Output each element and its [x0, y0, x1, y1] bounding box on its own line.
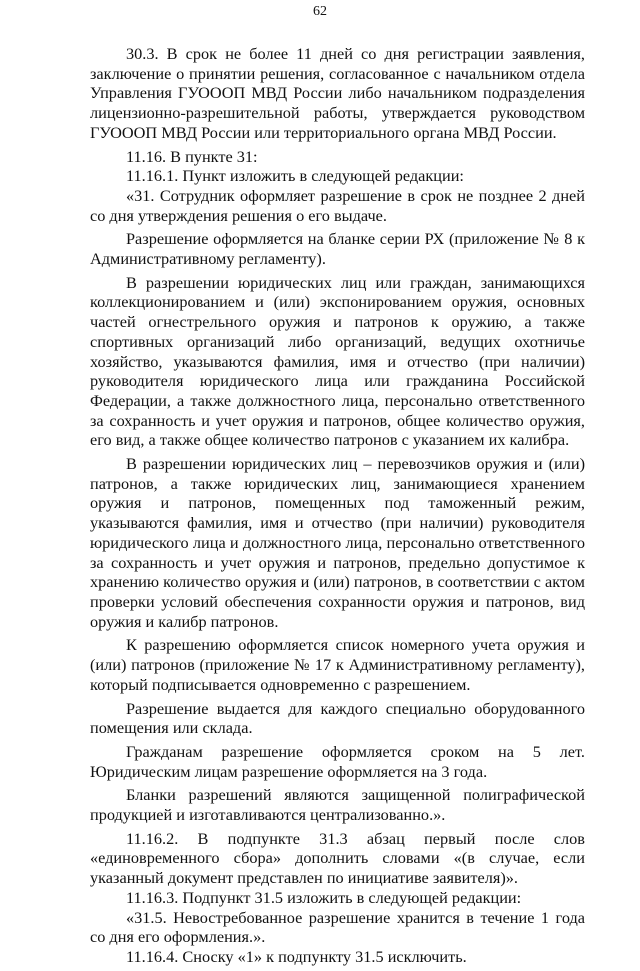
page-number: 62 [313, 4, 327, 19]
paragraph-validity: Гражданам разрешение оформляется сроком на 5 лет. Юридическим лицам разрешение оформляется на 3 года. [90, 741, 585, 781]
document-body [90, 44, 585, 971]
paragraph-blank-rx: Разрешение оформляется на бланке серии РХ (приложение № 8 к Административному регламенту). [90, 229, 585, 269]
paragraph-11-16-4: 11.16.4. Сноску «1» к подпункту 31.5 исключить. [126, 946, 467, 966]
paragraph-31: «31. Сотрудник оформляет разрешение в срок не позднее 2 дней со дня утверждения решения о его выдаче. [90, 185, 585, 225]
paragraph-weapon-list: К разрешению оформляется список номерного учета оружия и (или) патронов (приложение № 17 к Административному регламенту), который подписывается одновременно с разрешением. [90, 635, 585, 694]
paragraph-30-3: 30.3. В срок не более 11 дней со дня регистрации заявления, заключение о принятии решения, согласованное с начальником отдела Управления ГУОООП МВД России либо начальником подразделения лицензионно-разрешительной работы, утверждается руководством ГУОООП МВД России или территориального органа МВД России. [90, 44, 585, 142]
paragraph-carriers: В разрешении юридических лиц – перевозчиков оружия и (или) патронов, а также юридических лиц, занимающиеся хранением оружия и патронов, помещенных под таможенный режим, указываются фамилия, имя и отчество (при наличии) руководителя юридического лица и должностного лица, персонально ответственного за сохранность и учет оружия и патронов, предельно допустимое к хранению количество оружия и (или) патронов, в соответствии с актом проверки условий обеспечения сохранности оружия и патронов, вид оружия и калибр патронов. [90, 454, 585, 631]
paragraph-11-16-2: 11.16.2. В подпункте 31.3 абзац первый после слов «единовременного сбора» дополнить словами «(в случае, если указанный документ представлен по инициативе заявителя)». [90, 828, 585, 888]
paragraph-11-16-3: 11.16.3. Подпункт 31.5 изложить в следующей редакции: [126, 887, 522, 907]
paragraph-each-premises: Разрешение выдается для каждого специально оборудованного помещения или склада. [90, 698, 585, 738]
paragraph-31-5: «31.5. Невостребованное разрешение хранится в течение 1 года со дня его оформления.». [90, 907, 585, 947]
paragraph-blanks-protected: Бланки разрешений являются защищенной полиграфической продукцией и изготавливаются централизованно.». [90, 785, 585, 825]
paragraph-11-16: 11.16. В пункте 31: [126, 146, 258, 166]
paragraph-collectors: В разрешении юридических лиц или граждан, занимающихся коллекционированием и (или) экспонированием оружия, основных частей огнестрельного оружия и патронов к оружию, а также спортивных организаций либо организаций, ведущих охотничье хозяйство, указываются фамилия, имя и отчество (при наличии) руководителя юридического лица или гражданина Российской Федерации, а также должностного лица, персонально ответственного за сохранность и учет оружия и патронов, общее количество оружия, его вид, а также общее количество патронов с указанием их калибра. [90, 272, 585, 450]
paragraph-11-16-1: 11.16.1. Пункт изложить в следующей редакции: [126, 166, 464, 186]
